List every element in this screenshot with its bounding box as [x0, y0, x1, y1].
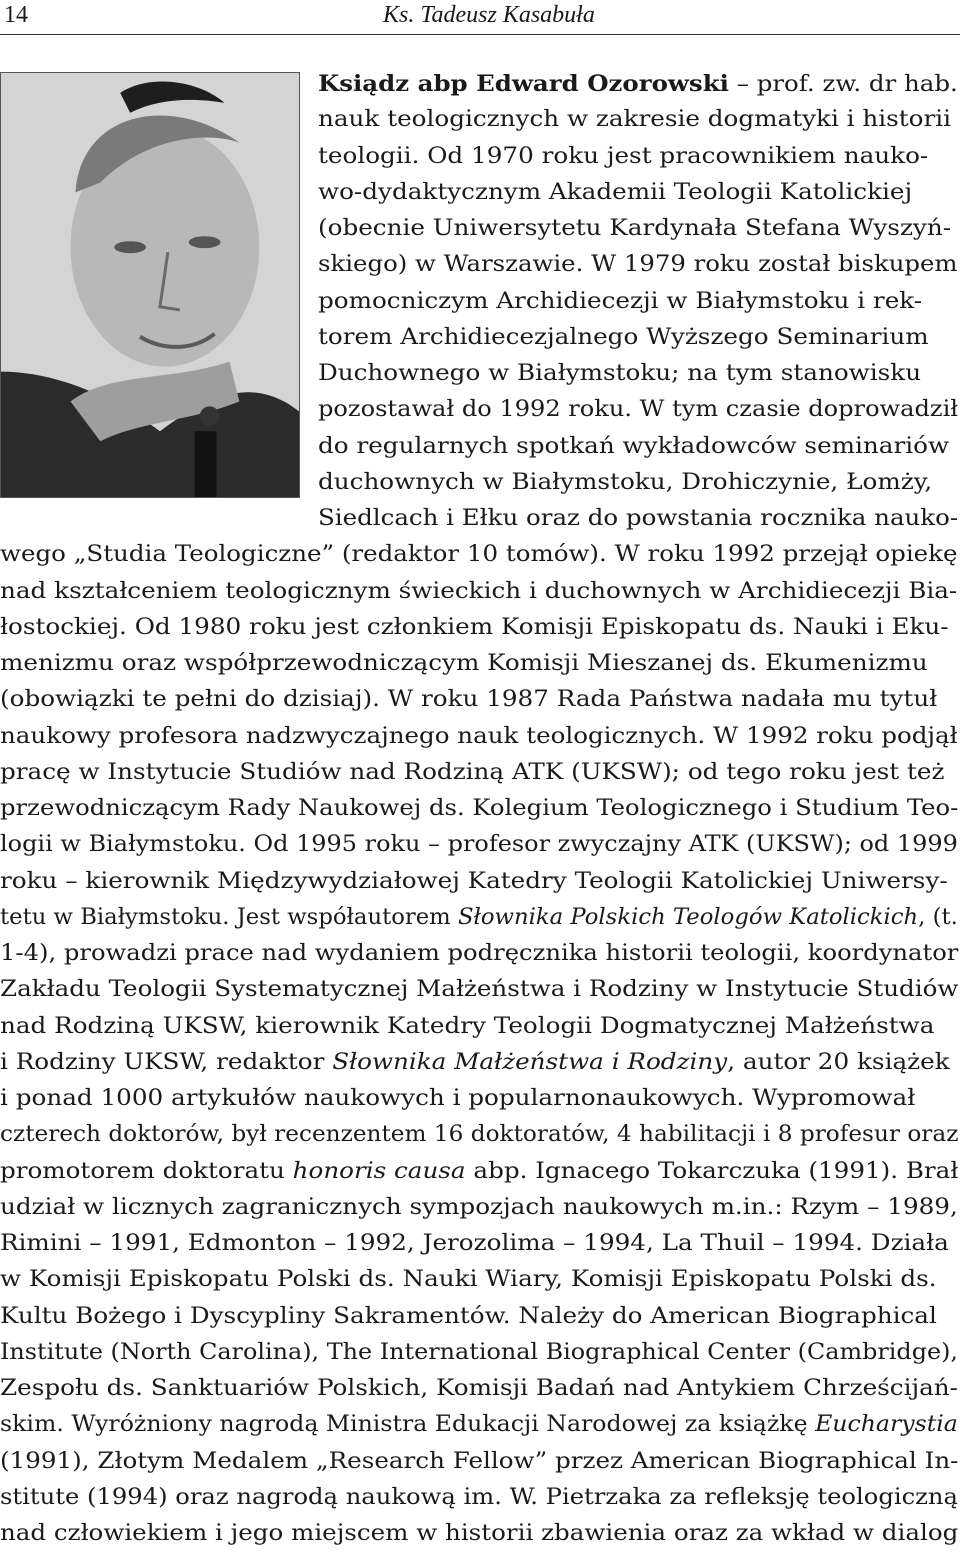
text-line [318, 320, 960, 356]
text-line [0, 1516, 960, 1552]
text-span: Zespołu ds. Sanktuariów Polskich, Komisji Badań nad Antykiem Chrześcijań- [0, 1376, 959, 1401]
text-span: naukowy profesora nadzwyczajnego nauk teologicznych. W 1992 roku podjął [0, 723, 958, 749]
text-line [0, 936, 960, 972]
text-span: do regularnych spotkań wykładowców seminariów [318, 433, 950, 459]
text-line [0, 755, 960, 791]
text-line [0, 1009, 960, 1045]
text-span: Kultu Bożego i Dyscypliny Sakramentów. Należy do American Biographical [0, 1303, 937, 1329]
text-span: nad kształceniem teologicznym świeckich i duchownych w Archidiecezji Bia- [0, 578, 958, 604]
text-span: nauk teologicznych w zakresie dogmatyki i historii [318, 107, 952, 133]
text-line [0, 646, 960, 682]
text-line [318, 392, 960, 428]
portrait-photo-icon [1, 73, 299, 497]
text-line [318, 429, 960, 465]
text-span: roku – kierownik Międzywydziałowej Katedry Teologii Katolickiej Uniwersy- [0, 868, 948, 894]
text-span: w Komisji Episkopatu Polski ds. Nauki Wiary, Komisji Episkopatu Polski ds. [0, 1267, 937, 1293]
portrait-photo [0, 72, 300, 498]
text-span: promotorem doktoratu [0, 1158, 293, 1184]
text-line [0, 1371, 960, 1407]
text-line [0, 1407, 960, 1443]
text-span: pomocniczym Archidiecezji w Białymstoku i rek- [318, 288, 923, 314]
text-span: wo-dydaktycznym Akademii Teologii Katolickiej [318, 179, 913, 205]
text-line [0, 900, 960, 936]
text-span: teologii. Od 1970 roku jest pracownikiem nauko- [318, 143, 929, 169]
text-span: torem Archidiecezjalnego Wyższego Seminarium [318, 324, 929, 350]
text-line [0, 1117, 960, 1153]
text-line [318, 66, 960, 102]
text-span: wego „Studia Teologiczne” (redaktor 10 tomów). W roku 1992 przejął opiekę [0, 542, 958, 568]
text-line [318, 465, 960, 501]
text-span: pozostawał do 1992 roku. W tym czasie doprowadził [318, 397, 959, 423]
text-line [0, 791, 960, 827]
text-line [318, 139, 960, 175]
running-title: Ks. Tadeusz Kasabuła [383, 2, 595, 28]
text-line [318, 284, 960, 320]
text-span: abp. Ignacego Tokarczuka (1991). Brał [465, 1158, 959, 1184]
text-span: Rimini – 1991, Edmonton – 1992, Jerozolima – 1994, La Thuil – 1994. Działa [0, 1231, 949, 1256]
text-span: stitute (1994) oraz nagrodą naukową im. W. Pietrzaka za refleksję teologiczną [0, 1484, 958, 1510]
text-span: (1991), Złotym Medalem „Research Fellow” przez American Biographical In- [0, 1448, 959, 1474]
italic-text: honoris causa [292, 1158, 466, 1184]
text-span: , autor 20 książek [727, 1049, 950, 1075]
bold-text: Ksiądz abp Edward Ozorowski [318, 71, 729, 97]
text-span: udział w licznych zagranicznych sympozjach naukowych m.in.: Rzym – 1989, [0, 1194, 958, 1220]
text-span: nad Rodziną UKSW, kierownik Katedry Teologii Dogmatycznej Małżeństwa [0, 1013, 935, 1039]
text-line [318, 356, 960, 392]
text-span: menizmu oraz współprzewodniczącym Komisji Mieszanej ds. Ekumenizmu [0, 651, 928, 676]
text-line [318, 102, 960, 138]
text-span: Siedlcach i Ełku oraz do powstania rocznika nauko- [318, 506, 959, 531]
text-line [0, 1226, 960, 1262]
text-line [0, 972, 960, 1008]
text-line [318, 211, 960, 247]
text-span: Duchownego w Białymstoku; na tym stanowisku [318, 361, 922, 386]
text-span: przewodniczącym Rady Naukowej ds. Kolegium Teologicznego i Studium Teo- [0, 796, 959, 821]
text-line [318, 501, 960, 537]
text-span: (obecnie Uniwersytetu Kardynała Stefana Wyszyń- [318, 216, 952, 241]
page-number: 14 [4, 2, 28, 28]
text-span: (obowiązki te pełni do dzisiaj). W roku 1987 Rada Państwa nadała mu tytuł [0, 687, 938, 713]
text-line [0, 864, 960, 900]
text-span: , (t. [918, 904, 958, 930]
text-line [0, 1444, 960, 1480]
text-span: skim. Wyróżniony nagrodą Ministra Edukacji Narodowej za książkę [0, 1412, 816, 1438]
text-line [0, 1045, 960, 1081]
text-span: pracę w Instytucie Studiów nad Rodziną ATK (UKSW); od tego roku jest też [0, 759, 945, 785]
text-span: czterech doktorów, był recenzentem 16 doktoratów, 4 habilitacji i 8 profesur oraz [0, 1122, 959, 1148]
text-span: tetu w Białymstoku. Jest współautorem [0, 904, 458, 930]
text-span: duchownych w Białymstoku, Drohiczynie, Łomży, [318, 469, 933, 495]
text-line [0, 1480, 960, 1516]
text-span: 1-4), prowadzi prace nad wydaniem podręcznika historii teologii, koordynator [0, 941, 959, 966]
text-span: nad człowiekiem i jego miejscem w historii zbawienia oraz za wkład w dialog [0, 1521, 959, 1546]
italic-text: Słownika Małżeństwa i Rodziny [332, 1049, 728, 1075]
text-span: Institute (North Carolina), The International Biographical Center (Cambridge), [0, 1339, 959, 1365]
italic-text: Słownika Polskich Teologów Katolickich [457, 904, 919, 930]
text-span: łostockiej. Od 1980 roku jest członkiem Komisji Episkopatu ds. Nauki i Eku- [0, 614, 949, 640]
text-span: logii w Białymstoku. Od 1995 roku – profesor zwyczajny ATK (UKSW); od 1999 [0, 832, 958, 858]
text-span: Zakładu Teologii Systematycznej Małżeństwa i Rodziny w Instytucie Studiów [0, 977, 959, 1003]
text-line [0, 1335, 960, 1371]
text-line [0, 610, 960, 646]
text-line [0, 1262, 960, 1298]
text-line [0, 1154, 960, 1190]
text-span: – prof. zw. dr hab. [728, 72, 958, 97]
italic-text: Eucharystia [815, 1412, 958, 1438]
text-line [0, 682, 960, 718]
text-line [0, 574, 960, 610]
text-span: skiego) w Warszawie. W 1979 roku został biskupem [318, 252, 958, 278]
text-line [0, 719, 960, 755]
text-line [318, 175, 960, 211]
text-line [0, 1081, 960, 1117]
text-span: i ponad 1000 artykułów naukowych i popularnonaukowych. Wypromował [0, 1086, 916, 1111]
text-line [0, 1299, 960, 1335]
page-header [0, 0, 960, 35]
text-line [0, 827, 960, 863]
text-line [0, 537, 960, 573]
text-line [318, 247, 960, 283]
text-span: i Rodziny UKSW, redaktor [0, 1049, 333, 1075]
text-line [0, 1190, 960, 1226]
